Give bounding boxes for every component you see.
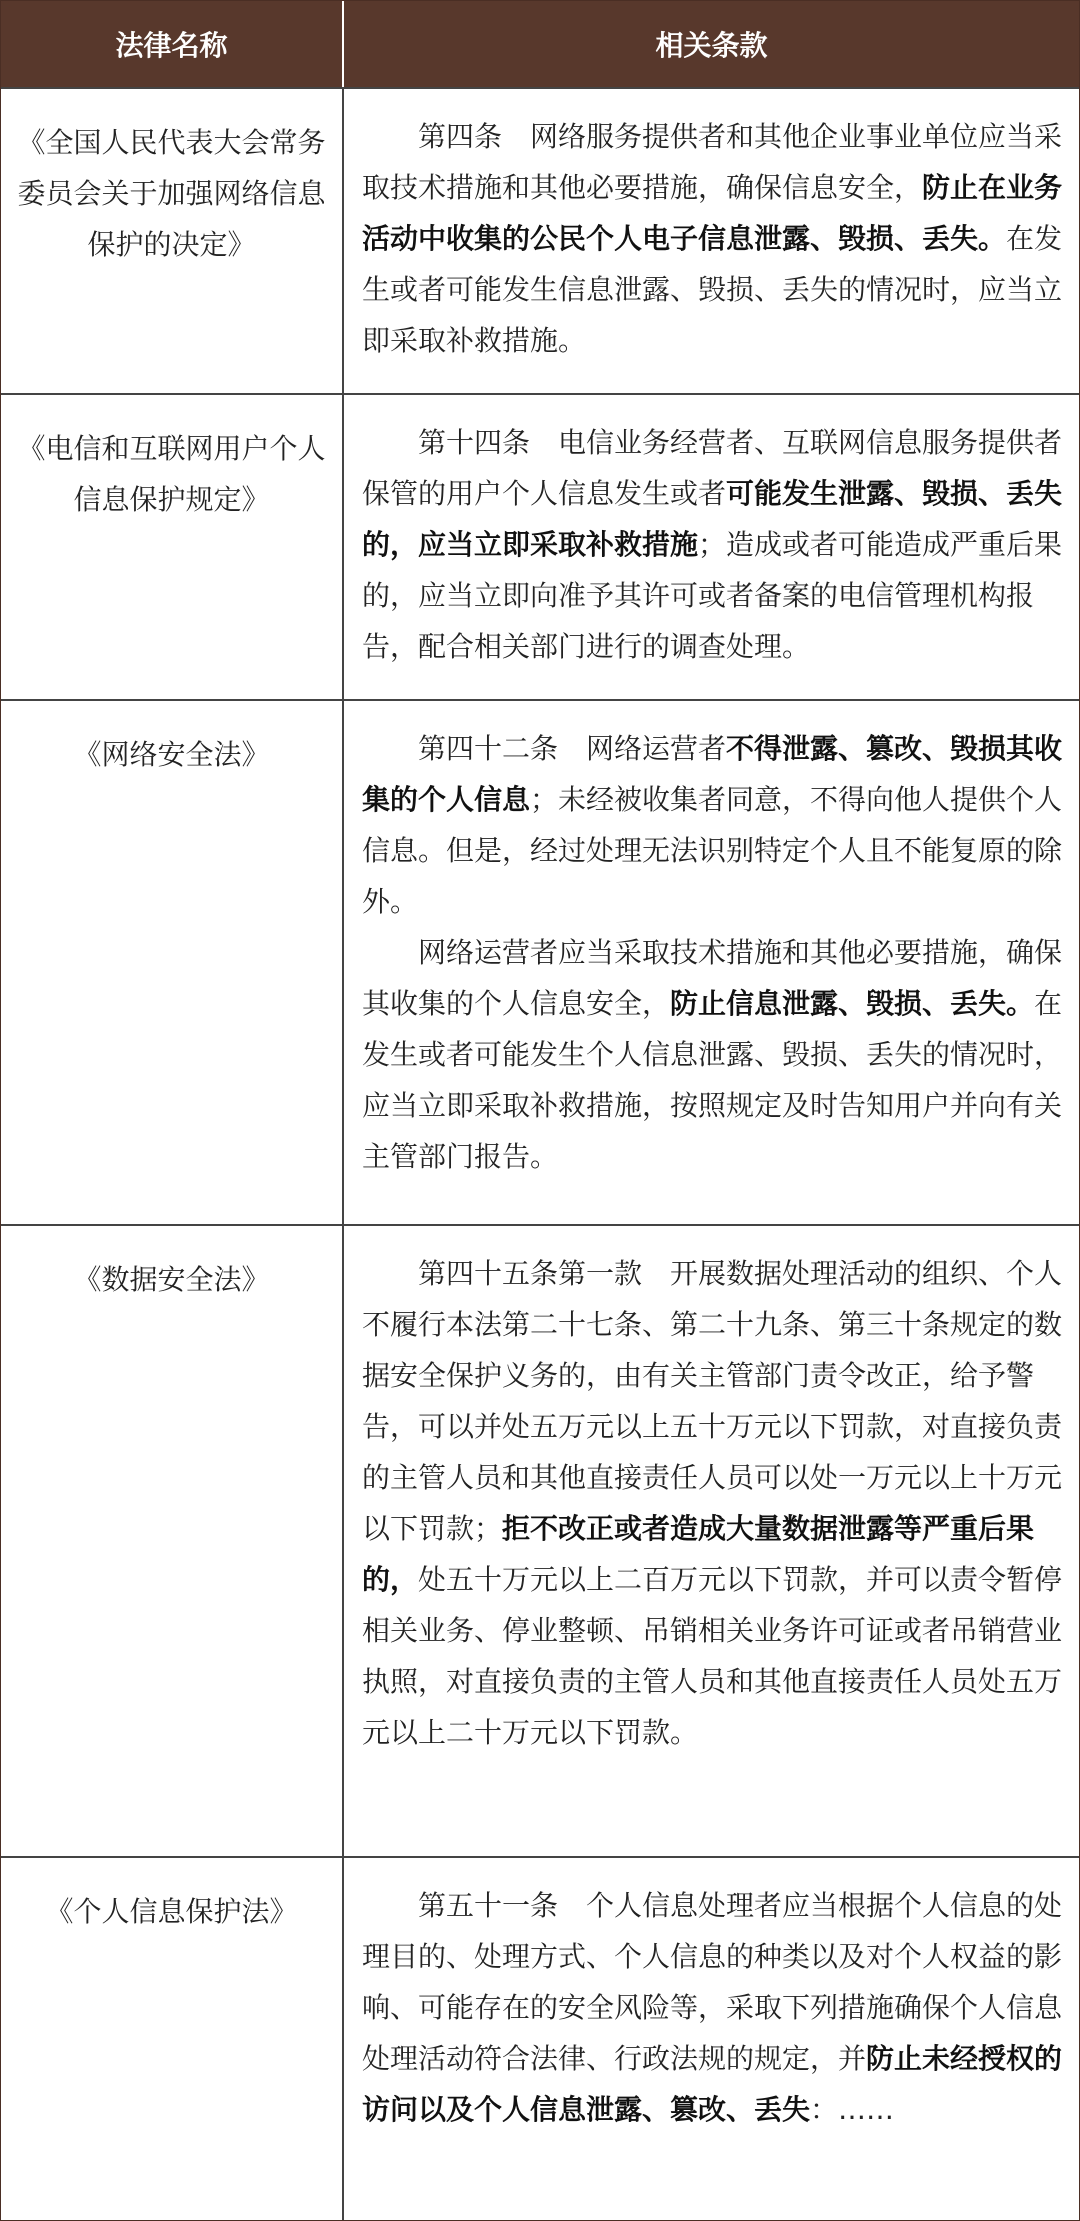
- clause-text: 在发生或者可能发生信息泄露、毁损、丢失的情况时，应当立即采取补救措施。: [362, 222, 1063, 357]
- table-row: [1, 87, 1079, 393]
- law-name-cell: 《个人信息保护法》: [1, 1858, 344, 2220]
- table-header: [1, 1, 1079, 87]
- clause-cell: [344, 89, 1079, 393]
- clause-text: ；造成或者可能造成严重后果的，应当立即向准予其许可或者备案的电信管理机构报告，配合相关部门进行的调查处理。: [362, 528, 1063, 663]
- clause-text-bold: 拒不改正或者造成大量数据泄露等严重后果的，: [362, 1512, 1035, 1596]
- law-name-cell: 《数据安全法》: [1, 1226, 344, 1856]
- clause-text: 网络运营者应当采取技术措施和其他必要措施，确保其收集的个人信息安全，: [362, 936, 1063, 1020]
- clause-paragraph: [362, 723, 1065, 927]
- law-name-cell: 《全国人民代表大会常务委员会关于加强网络信息保护的决定》: [1, 89, 344, 393]
- clause-text: 第四条 网络服务提供者和其他企业事业单位应当采取技术措施和其他必要措施，确保信息安全，: [362, 120, 1063, 204]
- table-row: [1, 393, 1079, 699]
- law-name-cell: 《电信和互联网用户个人信息保护规定》: [1, 395, 344, 699]
- clause-text: 第五十一条 个人信息处理者应当根据个人信息的处理目的、处理方式、个人信息的种类以及对个人权益的影响、可能存在的安全风险等，采取下列措施确保个人信息处理活动符合法律、行政法规的规定，并: [362, 1889, 1063, 2075]
- clause-paragraph: [362, 1880, 1065, 2135]
- clause-paragraph: [362, 1248, 1065, 1758]
- clause-text: 处五十万元以上二百万元以下罚款，并可以责令暂停相关业务、停业整顿、吊销相关业务许可证或者吊销营业执照，对直接负责的主管人员和其他直接责任人员处五万元以上二十万元以下罚款。: [362, 1563, 1063, 1749]
- clause-text-bold: 防止在业务活动中收集的公民个人电子信息泄露、毁损、丢失。: [362, 171, 1063, 255]
- clause-text-bold: 可能发生泄露、毁损、丢失的，应当立即采取补救措施: [362, 477, 1063, 561]
- header-clauses: 相关条款: [655, 29, 768, 62]
- clause-text: 在发生或者可能发生个人信息泄露、毁损、丢失的情况时，应当立即采取补救措施，按照规定及时告知用户并向有关主管部门报告。: [362, 987, 1063, 1173]
- clause-text: 第十四条 电信业务经营者、互联网信息服务提供者保管的用户个人信息发生或者: [362, 426, 1063, 510]
- table-row: [1, 1856, 1079, 2220]
- clause-cell: [344, 701, 1079, 1224]
- table-row: [1, 1224, 1079, 1856]
- clause-paragraph: [362, 111, 1065, 366]
- clause-cell: [344, 1226, 1079, 1856]
- clause-text-bold: 不得泄露、篡改、毁损其收集的个人信息: [362, 732, 1063, 816]
- table-row: [1, 699, 1079, 1224]
- header-law-name: 法律名称: [1, 1, 344, 87]
- clause-text: ；未经被收集者同意，不得向他人提供个人信息。但是，经过处理无法识别特定个人且不能复原的除外。: [362, 783, 1063, 918]
- clause-text: 第四十二条 网络运营者: [418, 732, 727, 765]
- clause-text-bold: 防止信息泄露、毁损、丢失。: [670, 987, 1035, 1020]
- clause-paragraph: [362, 927, 1065, 1182]
- clause-cell: [344, 395, 1079, 699]
- law-name-cell: 《网络安全法》: [1, 701, 344, 1224]
- clause-text: 第四十五条第一款 开展数据处理活动的组织、个人不履行本法第二十七条、第二十九条、第三十条规定的数据安全保护义务的，由有关主管部门责令改正，给予警告，可以并处五万元以上五十万元以下罚款，对直接负责的主管人员和其他直接责任人员可以处一万元以上十万元以下罚款；: [362, 1257, 1063, 1545]
- clause-text-bold: 防止未经授权的访问以及个人信息泄露、篡改、丢失: [362, 2042, 1063, 2126]
- clause-cell: [344, 1858, 1079, 2220]
- clause-paragraph: [362, 417, 1065, 672]
- clause-text: ：……: [810, 2093, 895, 2126]
